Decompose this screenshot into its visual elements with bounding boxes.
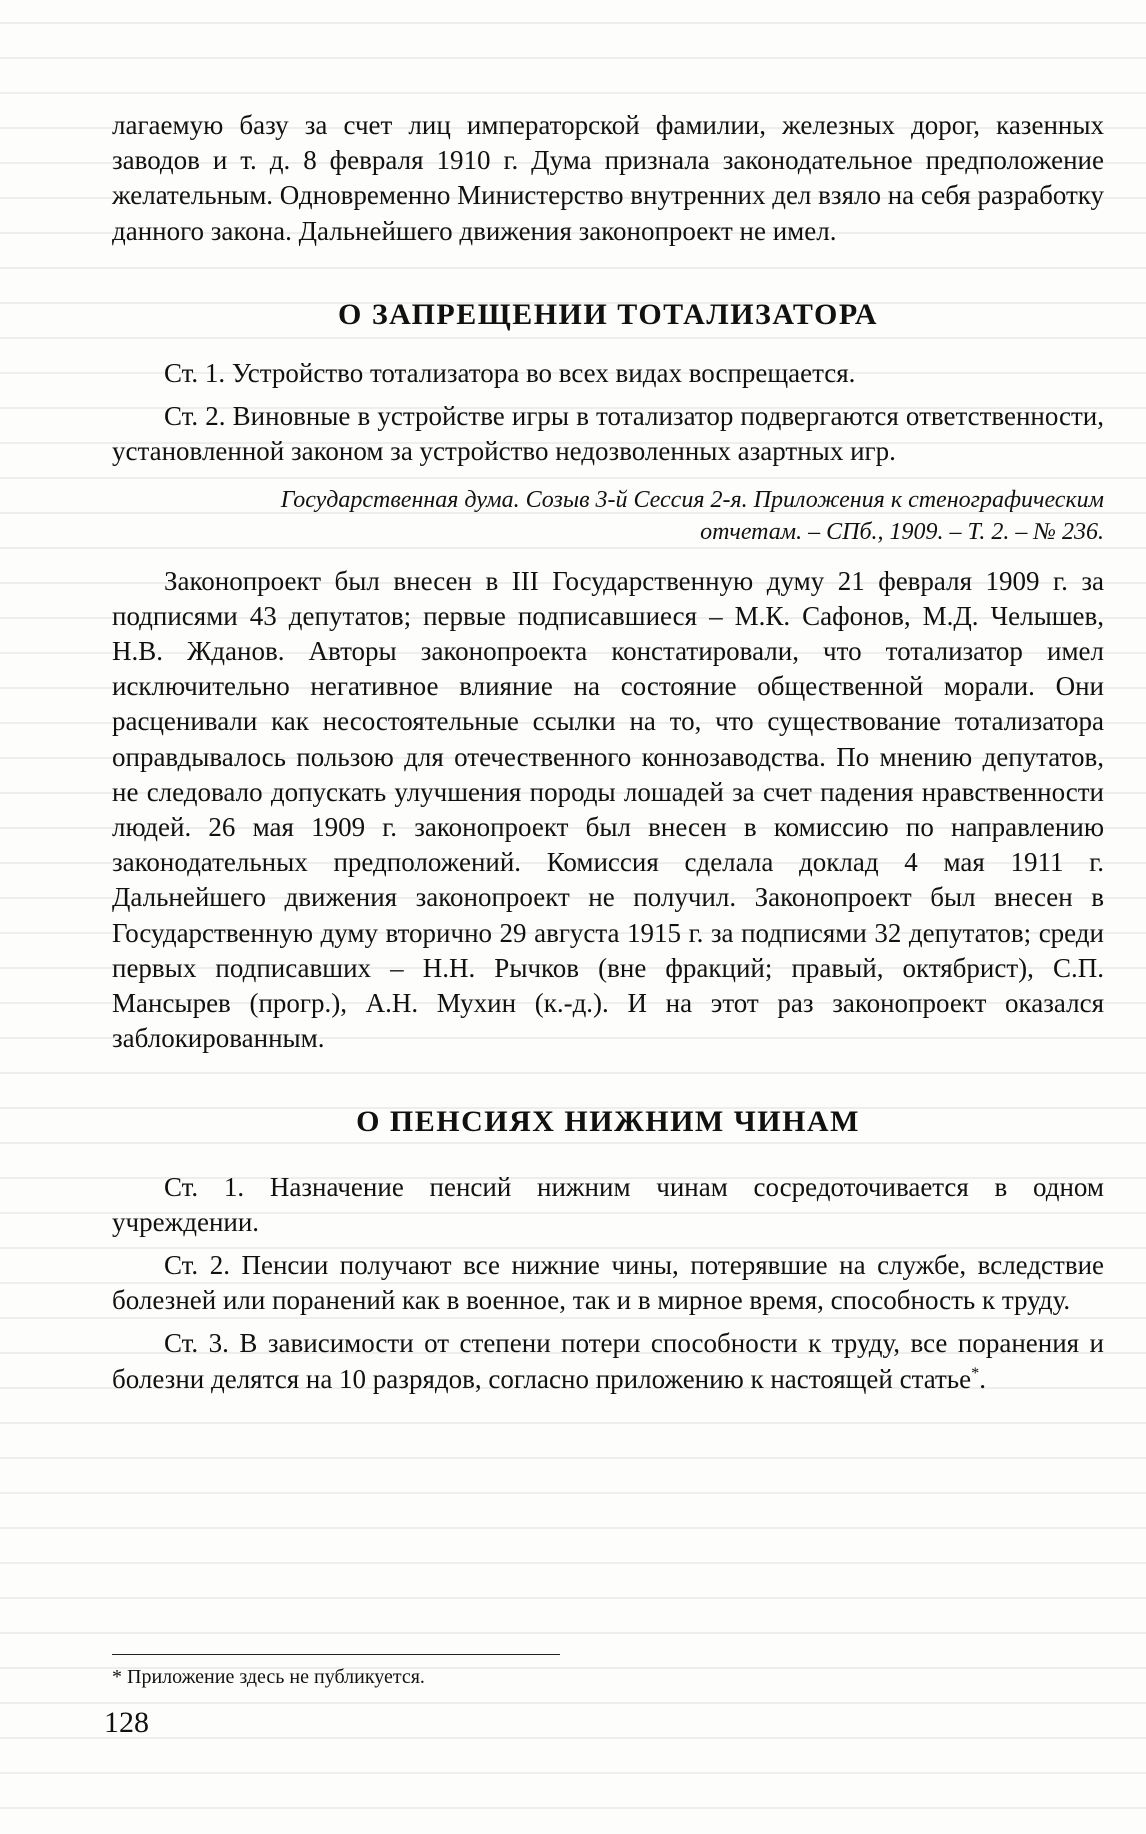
article-3-text: Ст. 3. В зависимости от степени потери способности к труду, все поранения и болезни делятся на 10 разрядов, согласно приложению к настоящей статье — [112, 1328, 1104, 1394]
article-2-totalizator: Ст. 2. Виновные в устройстве игры в тотализатор подвергаются ответственности, установленной законом за устройство недозволенных азартных игр. — [112, 401, 1104, 467]
intro-paragraph: лагаемую базу за счет лиц императорской фамилии, железных дорог, казенных заводов и т. д. 8 февраля 1910 г. Дума признала законодательное предположение желательным. Одновременно Министерство внутренних дел взяло на себя разработку данного закона. Дальнейшего движения законопроект не имел. — [112, 110, 1104, 246]
article-1-totalizator: Ст. 1. Устройство тотализатора во всех видах воспрещается. — [164, 358, 856, 389]
page-number: 128 — [104, 1706, 149, 1739]
article-1-pensions: Ст. 1. Назначение пенсий нижним чинам сосредоточивается в одном учреждении. — [112, 1171, 1104, 1237]
footnote-marker: * — [971, 1363, 980, 1382]
source-citation — [112, 484, 1104, 548]
source-line-1: Государственная дума. Созыв 3-й Сессия 2-я. Приложения к стенографическим — [280, 486, 1104, 513]
text-column — [112, 108, 1104, 1397]
article-2-pensions: Ст. 2. Пенсии получают все нижние чины, потерявшие на службе, вследствие болезней или поранений как в военное, так и в мирное время, способность к труду. — [112, 1250, 1104, 1316]
footnote: * Приложение здесь не публикуется. — [112, 1666, 425, 1688]
section-title-pensions: О ПЕНСИЯХ НИЖНИМ ЧИНАМ — [356, 1105, 860, 1139]
source-line-2: отчетам. – СПб., 1909. – Т. 2. – № 236. — [700, 518, 1104, 545]
commentary-paragraph: Законопроект был внесен в III Государственную думу 21 февраля 1909 г. за подписями 43 депутатов; первые подписавшиеся – М.К. Сафонов, М.Д. Челышев, Н.В. Жданов. Авторы законопроекта констатировали, что тотализатор имел исключительно негативное влияние на состояние общественной морали. Они расценивали как несостоятельные ссылки на то, что существование тотализатора оправдывалось пользою для отечественного коннозаводства. По мнению депутатов, не следовало допускать улучшения породы лошадей за счет падения нравственности людей. 26 мая 1909 г. законопроект был внесен в комиссию по направлению законодательных предположений. Комиссия сделала доклад 4 мая 1911 г. Дальнейшего движения законопроект не получил. Законопроект был внесен в Государственную думу вторично 29 августа 1915 г. за подписями 32 депутатов; среди первых подписавших – Н.Н. Рычков (вне фракций; правый, октябрист), С.П. Мансырев (прогр.), А.Н. Мухин (к.-д.). И на этот раз законопроект оказался заблокированным. — [112, 565, 1104, 1054]
article-3-pensions: Ст. 3. В зависимости от степени потери способности к труду, все поранения и болезни делятся на 10 разрядов, согласно приложению к настоящей статье*. — [112, 1328, 1104, 1394]
section-title-totalizator: О ЗАПРЕЩЕНИИ ТОТАЛИЗАТОРА — [338, 297, 878, 331]
footnote-rule — [112, 1654, 560, 1655]
